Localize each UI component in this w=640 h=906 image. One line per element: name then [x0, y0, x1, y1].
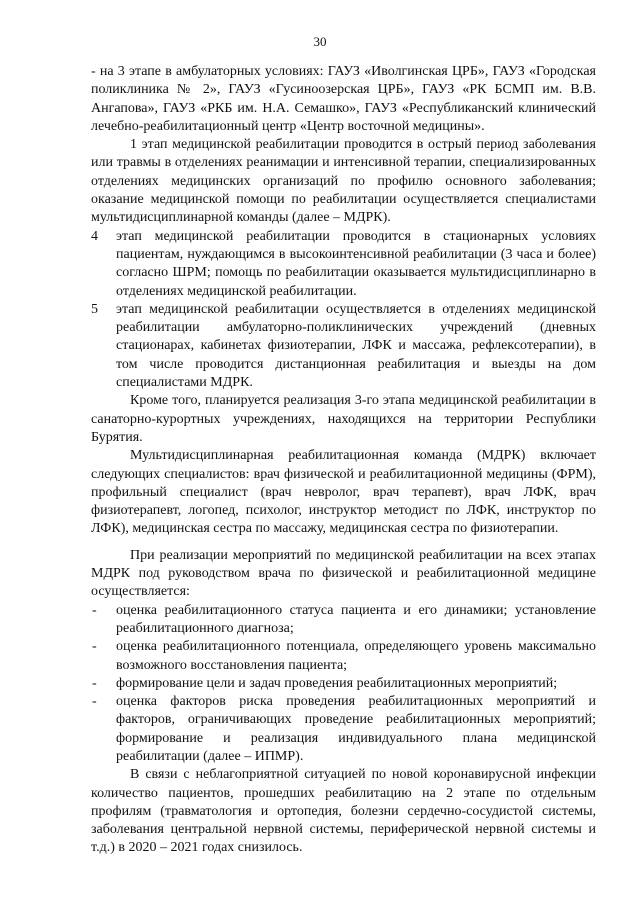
bullet-text: оценка факторов риска проведения реабилитационных мероприятий и факторов, ограничивающих проведение реабилитационных мероприятий; формирование и реализация индивидуального плана медицинской реабилитации (далее – ИПМР). — [116, 694, 596, 764]
bullet-text: оценка реабилитационного статуса пациента и его динамики; установление реабилитационного диагноза; — [116, 602, 596, 636]
document-body — [91, 63, 596, 858]
item-number: 4 — [91, 228, 98, 244]
bullet-item — [91, 602, 596, 639]
bullet-item — [91, 675, 596, 693]
bullet-text: формирование цели и задач проведения реабилитационных мероприятий; — [116, 675, 558, 691]
paragraph-covid-impact: В связи с неблагоприятной ситуацией по новой коронавирусной инфекции количество пациентов, прошедших реабилитацию на 2 этапе по отдельным профилям (травматология и ортопедия, болезни сердечно-сосудистой системы, заболевания центральной нервной системы, периферической нервной системы и т.д.) в 2020 – 2021 годах снизилось. — [91, 767, 596, 856]
paragraph-stage3-facilities: - на 3 этапе в амбулаторных условиях: ГАУЗ «Иволгинская ЦРБ», ГАУЗ «Городская поликлиника № 2», ГАУЗ «Гусиноозерская ЦРБ», ГАУЗ «РК БСМП им. В.В. Ангапова», ГАУЗ «РКБ им. Н.А. Семашко», ГАУЗ «Республиканский клинический лечебно-реабилитационный центр «Центр восточной медицины». — [91, 64, 596, 134]
numbered-item-5 — [91, 301, 596, 392]
dash-marker: - — [92, 675, 97, 691]
paragraph-mdrk-duties: При реализации мероприятий по медицинской реабилитации на всех этапах МДРК под руководством врача по физической и реабилитационной медицине осуществляется: — [91, 547, 596, 600]
item-text: этап медицинской реабилитации проводится в стационарных условиях пациентам, нуждающимся в высокоинтенсивной реабилитации (3 часа и более) согласно ШРМ; помощь по реабилитации оказывается мультидисциплинарно в отделениях медицинской реабилитации. — [116, 228, 596, 299]
dash-marker: - — [92, 639, 97, 655]
bullet-text: оценка реабилитационного потенциала, определяющего уровень максимально возможного восстановления пациента; — [116, 639, 596, 673]
bullet-item — [91, 638, 596, 675]
bullet-item — [91, 693, 596, 766]
numbered-item-4 — [91, 228, 596, 301]
paragraph-mdrk-team: Мультидисциплинарная реабилитационная команда (МДРК) включает следующих специалистов: врач физической и реабилитационной медицины (ФРМ), профильный специалист (врач невролог, врач терапевт), врач ЛФК, врач физиотерапевт, логопед, психолог, инструктор методист по ЛФК, инструктор по ЛФК), медицинская сестра по массажу, медицинская сестра по физиотерапии. — [91, 448, 596, 537]
paragraph-sanatorium: Кроме того, планируется реализация 3-го этапа медицинской реабилитации в санаторно-курортных учреждениях, находящихся на территории Республики Бурятия. — [91, 393, 596, 445]
dash-marker: - — [92, 602, 97, 618]
item-number: 5 — [91, 301, 98, 317]
page-number: 30 — [313, 34, 327, 49]
paragraph-stage1: 1 этап медицинской реабилитации проводится в острый период заболевания или травмы в отделениях реанимации и интенсивной терапии, специализированных отделениях медицинских организаций по профилю основного заболевания; оказание медицинской помощи по реабилитации осуществляется специалистами мультидисциплинарной команды (далее – МДРК). — [91, 137, 596, 226]
item-text: этап медицинской реабилитации осуществляется в отделениях медицинской реабилитации амбулаторно-поликлинических учреждений (дневных стационарах, кабинетах физиотерапии, ЛФК и массажа, рефлексотерапии), в том числе проводится дистанционная реабилитация и выезды на дом специалистами МДРК. — [116, 301, 596, 391]
dash-marker: - — [92, 694, 97, 710]
